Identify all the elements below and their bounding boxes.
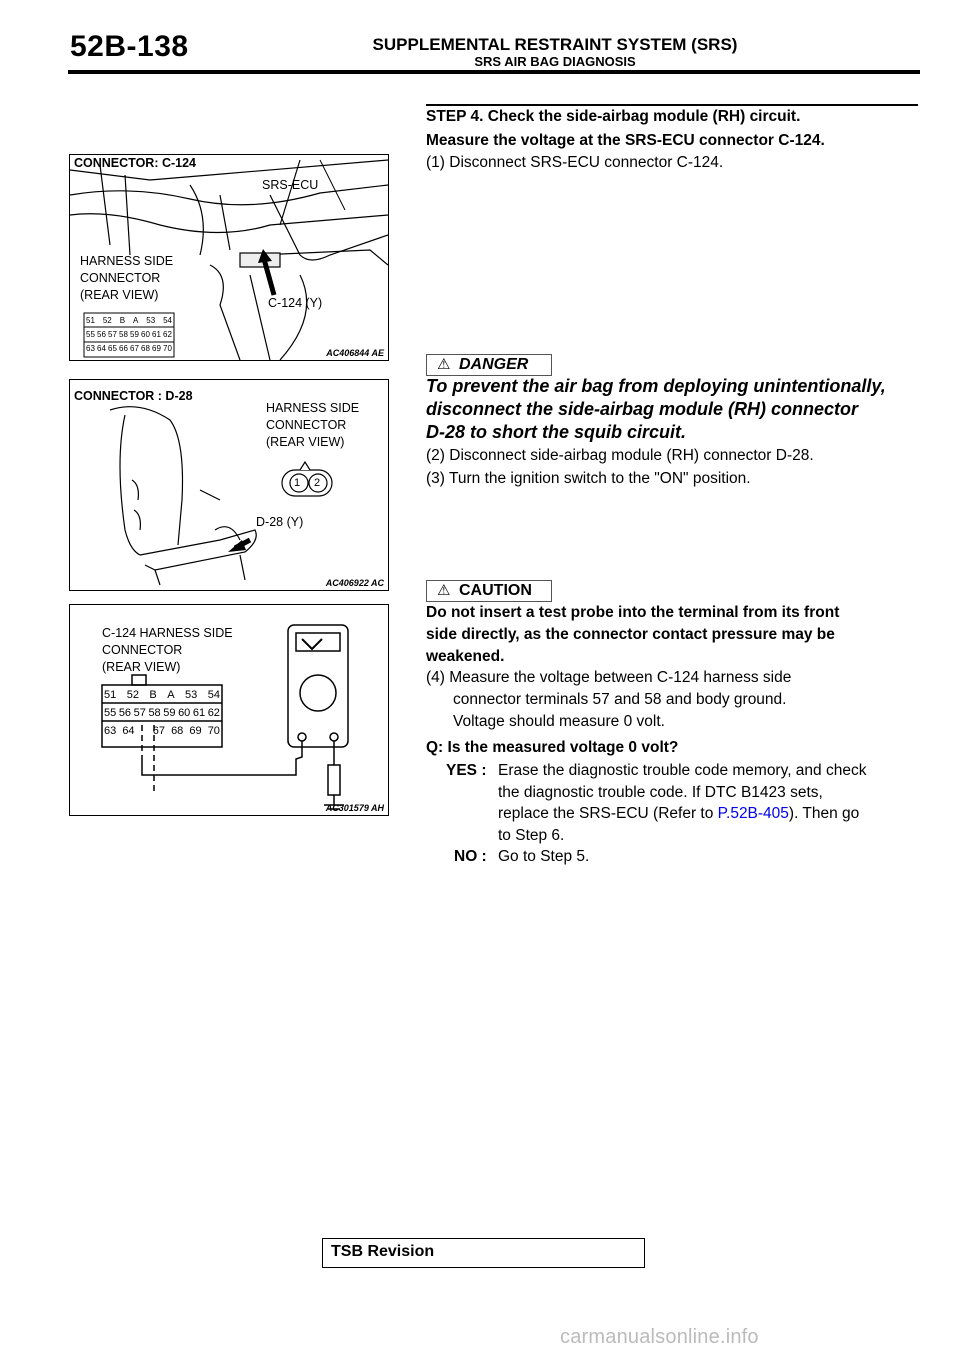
pin: 59 — [130, 330, 139, 339]
caution-text-line1: Do not insert a test probe into the terminal from its front — [426, 604, 840, 621]
pin: 61 — [152, 330, 161, 339]
pin: 62 — [207, 707, 220, 719]
pin: 58 — [119, 330, 128, 339]
caution-text-line2: side directly, as the connector contact pressure may be — [426, 626, 835, 643]
pin: 65 — [108, 344, 117, 353]
pin: 63 — [86, 344, 95, 353]
pin: 51 — [104, 689, 117, 701]
figure-code: AC301579 AH — [325, 803, 384, 813]
pin: 55 — [86, 330, 95, 339]
tsb-revision-label: TSB Revision — [331, 1243, 435, 1260]
no-text: Go to Step 5. — [498, 848, 590, 865]
pin: 61 — [192, 707, 206, 719]
pin: 69 — [152, 344, 161, 353]
pin: 64 — [97, 344, 106, 353]
pin: A — [167, 689, 175, 701]
tsb-revision-box — [322, 1238, 645, 1268]
pin: 57 — [108, 330, 117, 339]
harness-label-line2: CONNECTOR — [102, 643, 183, 657]
danger-badge — [426, 354, 552, 376]
pin: 60 — [141, 330, 150, 339]
pin: 57 — [133, 707, 146, 719]
pin: 58 — [148, 707, 161, 719]
section-title: SUPPLEMENTAL RESTRAINT SYSTEM (SRS) — [372, 35, 738, 54]
pin: 56 — [97, 330, 106, 339]
procedure-item-4-line3: Voltage should measure 0 volt. — [453, 713, 665, 730]
pin: 51 — [86, 316, 95, 325]
pin: B — [149, 689, 157, 701]
step-subtitle: Measure the voltage at the SRS-ECU connector C-124. — [426, 132, 825, 149]
pin: B — [119, 316, 126, 325]
pin: 67 — [152, 725, 165, 737]
yes-text-line4: to Step 6. — [498, 827, 565, 844]
harness-label-line1: HARNESS SIDE — [266, 401, 360, 415]
pin: 54 — [163, 316, 172, 325]
pin: 52 — [102, 316, 112, 325]
figure-connector-d28 — [69, 379, 389, 591]
footer-watermark: carmanualsonline.info — [560, 1326, 759, 1348]
pin: 68 — [171, 725, 184, 737]
caution-label: CAUTION — [459, 582, 532, 599]
pin: 59 — [163, 707, 176, 719]
pin: 2 — [314, 477, 321, 489]
pin-grid — [84, 314, 174, 356]
pin: 60 — [178, 707, 191, 719]
pin: 54 — [207, 689, 220, 701]
procedure-item-4-line1: (4) Measure the voltage between C-124 harness side — [426, 669, 792, 686]
pin: 70 — [163, 344, 172, 353]
pin: A — [132, 316, 139, 325]
figure-code: AC406922 AC — [325, 578, 384, 588]
pin: 63 — [104, 725, 117, 737]
harness-label-line1: C-124 HARNESS SIDE — [102, 626, 233, 640]
harness-label-line3: (REAR VIEW) — [80, 288, 159, 302]
warning-icon: ⚠ — [437, 356, 451, 373]
pin: 66 — [119, 344, 128, 353]
harness-label-line2: CONNECTOR — [266, 418, 347, 432]
harness-label-line3: (REAR VIEW) — [266, 435, 345, 449]
connector-id: CONNECTOR : D-28 — [74, 389, 193, 403]
figure-voltmeter — [69, 604, 389, 816]
yes-text-line2: the diagnostic trouble code. If DTC B1423 sets, — [498, 784, 823, 801]
yes-text-line1: Erase the diagnostic trouble code memory, and check — [498, 762, 867, 779]
pin: 53 — [146, 316, 156, 325]
pin: 62 — [163, 330, 172, 339]
no-label: NO : — [454, 848, 487, 865]
pin: 52 — [126, 689, 139, 701]
pin: 56 — [118, 707, 132, 719]
procedure-item-1: (1) Disconnect SRS-ECU connector C-124. — [426, 154, 724, 171]
danger-text-line1: To prevent the air bag from deploying unintentionally, — [426, 376, 886, 396]
pin: 67 — [130, 344, 139, 353]
pin: 69 — [189, 725, 202, 737]
harness-label-line2: CONNECTOR — [80, 271, 161, 285]
pin: 64 — [122, 725, 135, 737]
connector-label: D-28 (Y) — [256, 515, 304, 529]
step-title: STEP 4. Check the side-airbag module (RH) circuit. — [426, 108, 801, 125]
caution-badge — [426, 580, 552, 602]
reference-link[interactable]: P.52B-405 — [717, 805, 789, 822]
harness-label-line3: (REAR VIEW) — [102, 660, 181, 674]
section-subtitle: SRS AIR BAG DIAGNOSIS — [474, 54, 636, 69]
procedure-item-3: (3) Turn the ignition switch to the "ON" position. — [426, 470, 751, 487]
figure-code: AC406844 AE — [326, 348, 384, 358]
danger-text-line2: disconnect the side-airbag module (RH) connector — [426, 399, 859, 419]
yes-text-line3: replace the SRS-ECU (Refer to P.52B-405). Then go — [498, 805, 860, 822]
page-number: 52B-138 — [70, 30, 189, 63]
warning-icon: ⚠ — [437, 582, 451, 599]
danger-label: DANGER — [459, 356, 529, 373]
pin: 1 — [294, 477, 301, 489]
pin-grid — [102, 686, 222, 740]
harness-label-line1: HARNESS SIDE — [80, 254, 174, 268]
pin: 70 — [207, 725, 220, 737]
connector-label: C-124 (Y) — [268, 296, 323, 310]
procedure-item-2: (2) Disconnect side-airbag module (RH) connector D-28. — [426, 447, 814, 464]
caution-text-line3: weakened. — [426, 648, 505, 665]
header-rule — [68, 70, 920, 74]
connector-id: CONNECTOR: C-124 — [74, 156, 197, 170]
figure-connector-c124 — [69, 154, 389, 361]
pin: 53 — [185, 689, 198, 701]
procedure-item-4-line2: connector terminals 57 and 58 and body ground. — [453, 691, 787, 708]
srs-ecu-label: SRS-ECU — [262, 178, 319, 192]
pin: 68 — [141, 344, 150, 353]
question: Q: Is the measured voltage 0 volt? — [426, 739, 679, 756]
yes-label: YES : — [446, 762, 487, 779]
danger-text-line3: D-28 to short the squib circuit. — [426, 422, 687, 442]
pin: 55 — [104, 707, 117, 719]
